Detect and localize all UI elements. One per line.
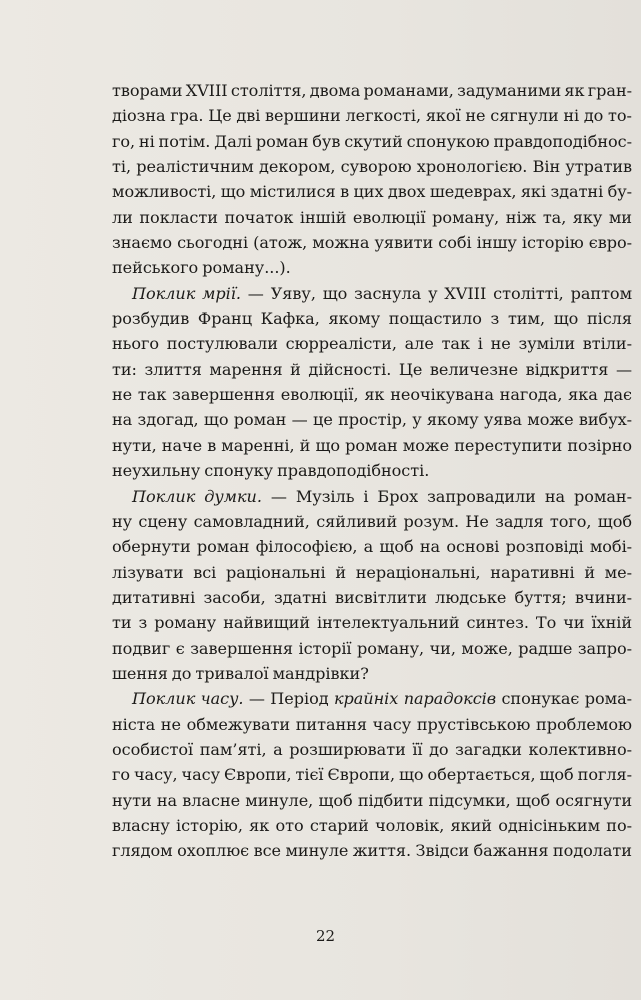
word: маренні, — [221, 435, 295, 455]
word: нагода, — [499, 385, 563, 405]
word: Уяву, — [270, 283, 316, 303]
word: на — [156, 790, 178, 810]
word: Це — [208, 106, 232, 126]
word: розповіді — [505, 537, 584, 557]
text-line — [112, 103, 632, 128]
word: і — [477, 334, 483, 354]
word: Франц — [197, 309, 252, 329]
text-line — [112, 255, 632, 280]
word: ніста — [112, 714, 156, 734]
text-line — [112, 458, 632, 483]
text-line — [112, 407, 632, 432]
word: але — [404, 334, 434, 354]
word: суворою — [340, 157, 412, 177]
word: осягнути — [555, 790, 633, 810]
word: як — [249, 815, 270, 835]
word: після — [586, 309, 632, 329]
word: Кафка, — [260, 309, 320, 329]
text-line — [112, 331, 632, 356]
word: чи — [563, 613, 585, 633]
word: мобі- — [589, 537, 633, 557]
word: на — [544, 486, 566, 506]
word: в — [340, 182, 350, 202]
text-line — [112, 230, 632, 255]
word: вчини- — [575, 587, 633, 607]
word: завершення — [172, 385, 275, 405]
word: зуміли — [518, 334, 576, 354]
word: роману...). — [202, 258, 291, 278]
word: а — [273, 739, 283, 759]
word: до — [583, 106, 604, 126]
word: з — [138, 613, 148, 633]
text-line — [112, 610, 632, 635]
word: часу. — [200, 689, 244, 709]
word: злиття — [144, 359, 202, 379]
word: обмежувати — [186, 714, 291, 734]
word: розбудив — [112, 309, 190, 329]
word: тієї — [295, 765, 324, 785]
word: найвищий — [223, 613, 311, 633]
word: роман — [255, 131, 309, 151]
word: (атож, — [253, 233, 308, 253]
word: Далі — [214, 131, 253, 151]
word: та, — [542, 207, 567, 227]
word: сьогодні — [177, 233, 249, 253]
word: вершини — [265, 106, 341, 126]
word: собі — [438, 233, 472, 253]
word: прустівською — [416, 714, 531, 734]
word: переступити — [454, 435, 563, 455]
word: ніж — [505, 207, 537, 227]
text-line — [112, 813, 632, 838]
word: не — [490, 334, 511, 354]
word: го — [112, 765, 131, 785]
word: уявити — [374, 233, 434, 253]
word: може — [402, 435, 450, 455]
word: основі — [446, 537, 500, 557]
word: синтез. — [466, 613, 529, 633]
text-line — [112, 129, 632, 154]
word: не — [160, 714, 181, 734]
word: правдоподібності. — [277, 461, 430, 481]
word: Європи, — [327, 765, 396, 785]
word: ото — [275, 815, 304, 835]
word: — — [247, 283, 264, 303]
word: щоб — [539, 765, 574, 785]
word: нераціональні, — [355, 562, 481, 582]
word: не — [465, 106, 486, 126]
word: однісіньким — [498, 815, 601, 835]
word: дійсності. — [308, 359, 392, 379]
word: потім. — [158, 131, 211, 151]
word: То — [535, 613, 557, 633]
word: підсумки, — [428, 790, 511, 810]
word: марення — [209, 359, 283, 379]
word: старий — [309, 815, 369, 835]
word: подолати — [552, 841, 632, 861]
word: часу — [372, 714, 412, 734]
word: з — [490, 309, 500, 329]
word: — — [615, 359, 632, 379]
text-line — [112, 737, 632, 762]
word: часу, — [133, 765, 178, 785]
word: пам’яті, — [199, 739, 267, 759]
word: розширювати — [289, 739, 406, 759]
word: XVIII — [444, 283, 487, 303]
word: раціональні — [225, 562, 326, 582]
text-line — [112, 762, 632, 787]
word: Він — [532, 157, 561, 177]
word: Це — [398, 359, 423, 379]
word: позірно — [567, 435, 633, 455]
text-line — [112, 179, 632, 204]
word: людське — [435, 587, 507, 607]
word: сюрреалісти, — [285, 334, 397, 354]
word: й — [299, 435, 311, 455]
word: радше — [518, 638, 573, 658]
word: сяйливий — [316, 511, 398, 531]
word: філософією, — [255, 537, 358, 557]
word: що — [322, 283, 348, 303]
word: який — [450, 815, 492, 835]
word: можливості, — [112, 182, 217, 202]
word: які — [520, 182, 547, 202]
word: парадоксів — [403, 689, 497, 709]
word: заснула — [354, 283, 422, 303]
word: колективно- — [528, 739, 633, 759]
word: — — [291, 410, 308, 430]
word: здатні — [273, 587, 327, 607]
word: неочікувана — [390, 385, 494, 405]
word: обертається, — [427, 765, 536, 785]
word: іншій — [299, 207, 347, 227]
word: неухильну — [112, 461, 201, 481]
word: історію, — [176, 815, 243, 835]
word: в — [207, 435, 217, 455]
word: минуле, — [245, 790, 314, 810]
paragraph-indent — [112, 484, 132, 509]
word: легкості, — [345, 106, 422, 126]
text-line — [112, 560, 632, 585]
word: до — [429, 739, 449, 759]
word: еволюції — [352, 207, 426, 227]
word: до — [171, 663, 192, 683]
word: ти: — [112, 359, 137, 379]
word: романами, — [363, 81, 454, 100]
word: й — [290, 359, 301, 379]
word: нути, — [112, 435, 157, 455]
word: того, — [549, 511, 592, 531]
word: історії — [298, 638, 352, 658]
word: Період — [270, 689, 329, 709]
word: охоплює — [177, 841, 250, 861]
word: ті, — [112, 157, 132, 177]
word: і — [363, 486, 369, 506]
word: Музіль — [295, 486, 355, 506]
word: рома- — [584, 689, 633, 709]
word: а — [363, 537, 374, 557]
word: роман — [196, 537, 250, 557]
word: пейського — [112, 258, 199, 278]
text-line — [112, 382, 632, 407]
word: задуманими — [457, 81, 562, 100]
word: всі — [193, 562, 217, 582]
word: роман — [345, 435, 398, 455]
word: мандрівки? — [272, 663, 369, 683]
word: її — [412, 739, 423, 759]
text-line — [112, 281, 632, 306]
word: роман- — [574, 486, 632, 506]
word: запро- — [577, 638, 633, 658]
word: ні — [138, 131, 155, 151]
word: реалістичним — [136, 157, 254, 177]
word: якої — [425, 106, 461, 126]
word: цих — [353, 182, 384, 202]
word: скутий — [344, 131, 403, 151]
word: знаємо — [112, 233, 173, 253]
word: здатні — [550, 182, 604, 202]
text-line — [112, 484, 632, 509]
word: самовладний, — [193, 511, 310, 531]
word: обернути — [112, 537, 191, 557]
word: по- — [606, 815, 633, 835]
word: постулювали — [166, 334, 278, 354]
word: загадки — [455, 739, 522, 759]
word: Поклик — [132, 689, 196, 709]
word: утратив — [565, 157, 633, 177]
word: життя. — [352, 841, 412, 861]
word: століття, — [230, 81, 307, 100]
word: проблемою — [536, 714, 632, 734]
word: столітті, — [493, 283, 564, 303]
word: це — [313, 410, 333, 430]
word: не — [112, 385, 133, 405]
word: щоб — [515, 790, 551, 810]
word: раптом — [570, 283, 633, 303]
word: творами — [112, 81, 183, 100]
word: висвітлити — [334, 587, 427, 607]
word: що — [220, 182, 246, 202]
word: чоловік, — [375, 815, 445, 835]
text-line — [112, 306, 632, 331]
word: як — [564, 81, 585, 100]
word: минуле — [285, 841, 349, 861]
word: простір, — [338, 410, 407, 430]
word: правдоподібнос- — [493, 131, 632, 151]
word: й — [584, 562, 595, 582]
word: то- — [608, 106, 632, 126]
word: що — [398, 765, 424, 785]
word: у — [428, 283, 438, 303]
word: початок — [224, 207, 294, 227]
word: пощастило — [388, 309, 482, 329]
word: дитативні — [112, 587, 196, 607]
word: діозна — [112, 106, 166, 126]
word: що — [553, 309, 579, 329]
word: глядом — [112, 841, 173, 861]
word: лізувати — [112, 562, 184, 582]
paragraph-indent — [112, 281, 132, 306]
word: здогад, — [137, 410, 199, 430]
text-line — [112, 509, 632, 534]
word: й — [335, 562, 347, 582]
word: — — [248, 689, 265, 709]
word: думки. — [204, 486, 262, 506]
word: історію — [521, 233, 584, 253]
word: Брох — [377, 486, 419, 506]
text-line — [112, 205, 632, 230]
word: шедеврах, — [429, 182, 517, 202]
word: двох — [387, 182, 426, 202]
word: що — [315, 435, 340, 455]
word: був — [312, 131, 341, 151]
word: спонукає — [501, 689, 580, 709]
word: містилися — [249, 182, 336, 202]
word: спонукою — [406, 131, 490, 151]
word: сцену — [138, 511, 188, 531]
text-line — [112, 686, 632, 711]
word: на — [112, 410, 133, 430]
word: щоб — [318, 790, 353, 810]
word: яку — [572, 207, 603, 227]
word: ти — [112, 613, 132, 633]
word: дві — [236, 106, 261, 126]
text-line — [112, 788, 632, 813]
word: що — [203, 410, 229, 430]
word: крайніх — [333, 689, 399, 709]
word: роману, — [432, 207, 500, 227]
word: сягнули — [490, 106, 559, 126]
word: запровадили — [427, 486, 536, 506]
word: ну — [112, 511, 133, 531]
word: буття; — [514, 587, 567, 607]
word: завершення — [190, 638, 294, 658]
text-line — [112, 712, 632, 737]
word: так — [441, 334, 470, 354]
word: двома — [309, 81, 361, 100]
word: власне — [182, 790, 241, 810]
word: власну — [112, 815, 170, 835]
word: еволюції, — [280, 385, 359, 405]
text-line — [112, 534, 632, 559]
word: ли — [112, 207, 133, 227]
word: гра. — [170, 106, 204, 126]
word: часу — [181, 765, 221, 785]
word: бу- — [607, 182, 633, 202]
word: Європи, — [223, 765, 292, 785]
word: питання — [295, 714, 367, 734]
word: чи, — [429, 638, 456, 658]
word: роману — [154, 613, 217, 633]
word: розум. — [403, 511, 460, 531]
word: наративні — [490, 562, 575, 582]
word: щоб — [597, 511, 632, 531]
word: XVIII — [185, 81, 228, 100]
word: — — [270, 486, 287, 506]
text-line — [112, 433, 632, 458]
text-line — [112, 78, 632, 103]
word: інтелектуальний — [317, 613, 460, 633]
word: го, — [112, 131, 136, 151]
word: яка — [568, 385, 598, 405]
word: підбити — [357, 790, 424, 810]
word: у — [412, 410, 422, 430]
word: бажання — [473, 841, 549, 861]
word: уява — [483, 410, 522, 430]
page-number: 22 — [315, 927, 336, 945]
word: Поклик — [132, 486, 196, 506]
word: хронологією. — [416, 157, 528, 177]
word: Не — [465, 511, 489, 531]
word: погля- — [577, 765, 633, 785]
word: роману, — [357, 638, 425, 658]
word: відкриття — [525, 359, 609, 379]
word: є — [175, 638, 185, 658]
text-line — [112, 154, 632, 179]
word: роман — [233, 410, 287, 430]
word: засоби, — [203, 587, 266, 607]
word: якому — [328, 309, 381, 329]
word: наче — [161, 435, 203, 455]
word: на — [419, 537, 441, 557]
word: якому — [426, 410, 479, 430]
word: задля — [495, 511, 544, 531]
word: євро- — [588, 233, 633, 253]
word: може — [527, 410, 574, 430]
word: іншу — [476, 233, 517, 253]
word: вибух- — [578, 410, 633, 430]
text-line — [112, 838, 632, 863]
word: подвиг — [112, 638, 171, 658]
word: Поклик — [132, 283, 196, 303]
word: може, — [461, 638, 513, 658]
word: спонуку — [204, 461, 274, 481]
word: декором, — [258, 157, 336, 177]
word: покласти — [139, 207, 218, 227]
word: тривалої — [195, 663, 269, 683]
word: нути — [112, 790, 152, 810]
word: гран- — [587, 81, 633, 100]
word: дає — [603, 385, 632, 405]
word: ме- — [604, 562, 633, 582]
word: шення — [112, 663, 168, 683]
word: ні — [563, 106, 580, 126]
text-line — [112, 661, 632, 686]
word: їхній — [591, 613, 633, 633]
word: щоб — [379, 537, 414, 557]
text-line — [112, 585, 632, 610]
word: все — [253, 841, 282, 861]
word: тим, — [507, 309, 546, 329]
word: величезне — [429, 359, 519, 379]
word: особистої — [112, 739, 194, 759]
text-line — [112, 357, 632, 382]
word: як — [364, 385, 385, 405]
word: втіли- — [582, 334, 632, 354]
word: мрії. — [202, 283, 241, 303]
word: Звідси — [415, 841, 470, 861]
paragraph-indent — [112, 686, 132, 711]
word: так — [137, 385, 167, 405]
text-line — [112, 636, 632, 661]
word: нього — [112, 334, 160, 354]
word: можна — [312, 233, 370, 253]
body-text — [112, 78, 632, 864]
word: ми — [608, 207, 632, 227]
